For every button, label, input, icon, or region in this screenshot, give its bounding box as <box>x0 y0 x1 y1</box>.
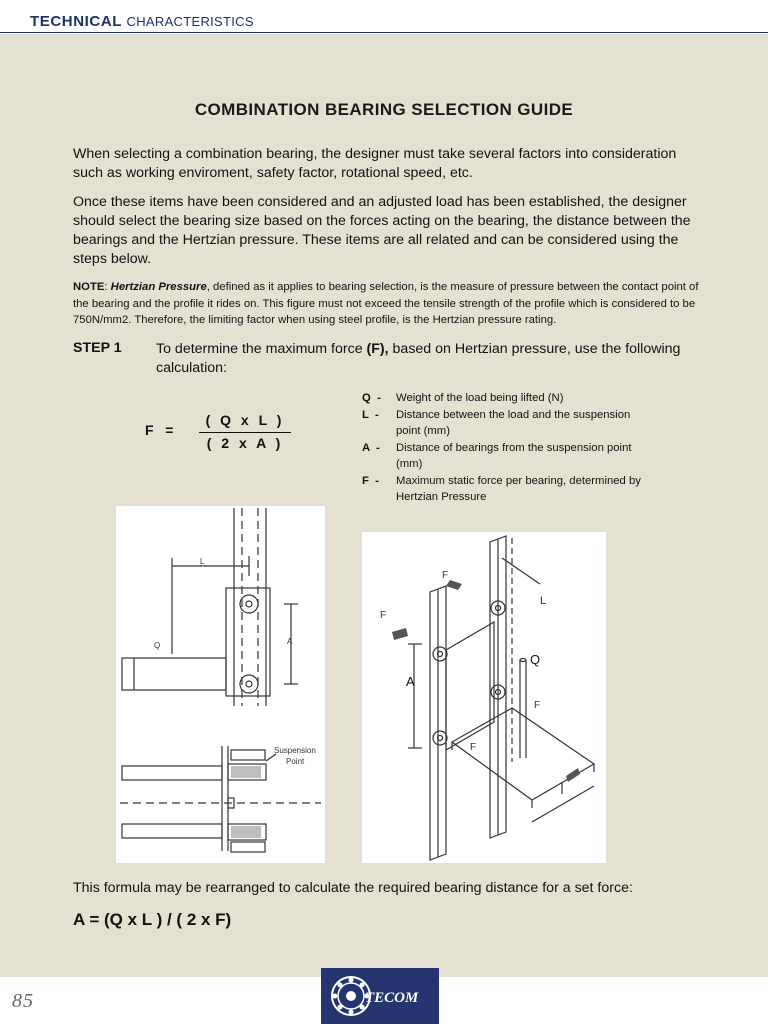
label-l: L <box>200 557 205 566</box>
page-header <box>0 0 768 34</box>
label-a: A <box>406 674 415 689</box>
diagram-isometric-view <box>362 532 606 863</box>
fraction-bar <box>199 432 291 433</box>
logo-wordmark: TECOM <box>365 990 419 1006</box>
note-text: , defined as it applies to bearing selection, is the measure of pressure between the contact point of the bearing and the profile it rides on. This figure must not exceed the tensile strength of the profile which is considered to be 750N/mm2. Therefore, the limiting factor when using steel profile, is the Hertzian pressure rating. <box>73 281 699 326</box>
header-rule <box>0 32 768 33</box>
distance-formula: A = (Q x L ) / ( 2 x F) <box>73 910 232 929</box>
rearrange-paragraph: This formula may be rearranged to calculate the required bearing distance for a set force: <box>73 880 633 896</box>
formula-denominator: ( 2 x A ) <box>206 435 284 451</box>
variable-legend <box>360 390 660 506</box>
label-f2: F <box>442 570 449 581</box>
legend-row-q: Q - Weight of the load being lifted (N) <box>362 392 564 404</box>
label-suspension: Suspension <box>274 746 316 755</box>
formula-numerator: ( Q x L ) <box>205 412 285 428</box>
diagram-side-view <box>116 506 325 863</box>
formula-lhs: F = <box>145 422 174 438</box>
tecom-logo-mark <box>321 968 439 1024</box>
legend-row-l: L - Distance between the load and the suspension point (mm) <box>362 408 631 437</box>
intro-paragraph: When selecting a combination bearing, the designer must take several factors into consideration such as working enviroment, safety factor, rotational speed, etc. <box>73 146 677 181</box>
step-text: To determine the maximum force (F), based on Hertzian pressure, use the following calculation: <box>156 341 681 376</box>
label-a: A <box>287 637 293 646</box>
note-label: NOTE <box>73 281 105 293</box>
side-view-drawing <box>116 506 325 863</box>
page-title: COMBINATION BEARING SELECTION GUIDE <box>194 100 574 119</box>
note-paragraph: NOTE: Hertzian Pressure, defined as it applies to bearing selection, is the measure of pressure between the contact point of the bearing and the profile it rides on. This figure must not exceed the tensile strength of the profile which is considered to be 750N/mm2. Therefore, the limiting factor when using steel profile, is the Hertzian pressure rating. <box>73 281 699 326</box>
legend-row-f: F - Maximum static force per bearing, determined by Hertzian Pressure <box>362 474 641 503</box>
label-f3: F <box>534 700 541 711</box>
label-l: L <box>540 595 547 607</box>
page-number: 85 <box>12 990 34 1012</box>
label-f4: F <box>470 742 477 753</box>
selection-paragraph: Once these items have been considered and an adjusted load has been established, the designer should select the bearing size based on the forces acting on the bearing, the distance between the bearings and the Hertzian pressure. These items are all related and can be considered using the steps below. <box>73 194 691 267</box>
note-term: Hertzian Pressure <box>110 281 207 293</box>
tecom-logo <box>321 968 439 1024</box>
header-title: TECHNICAL CHARACTERISTICS <box>30 13 254 30</box>
legend-row-a: A - Distance of bearings from the suspension point (mm) <box>362 441 632 470</box>
label-q: Q <box>530 652 541 667</box>
label-q: Q <box>154 641 161 650</box>
step-label: STEP 1 <box>73 340 122 356</box>
label-point: Point <box>286 757 305 766</box>
label-f1: F <box>380 610 387 621</box>
formula-fraction <box>195 412 295 451</box>
isometric-drawing <box>362 532 606 863</box>
